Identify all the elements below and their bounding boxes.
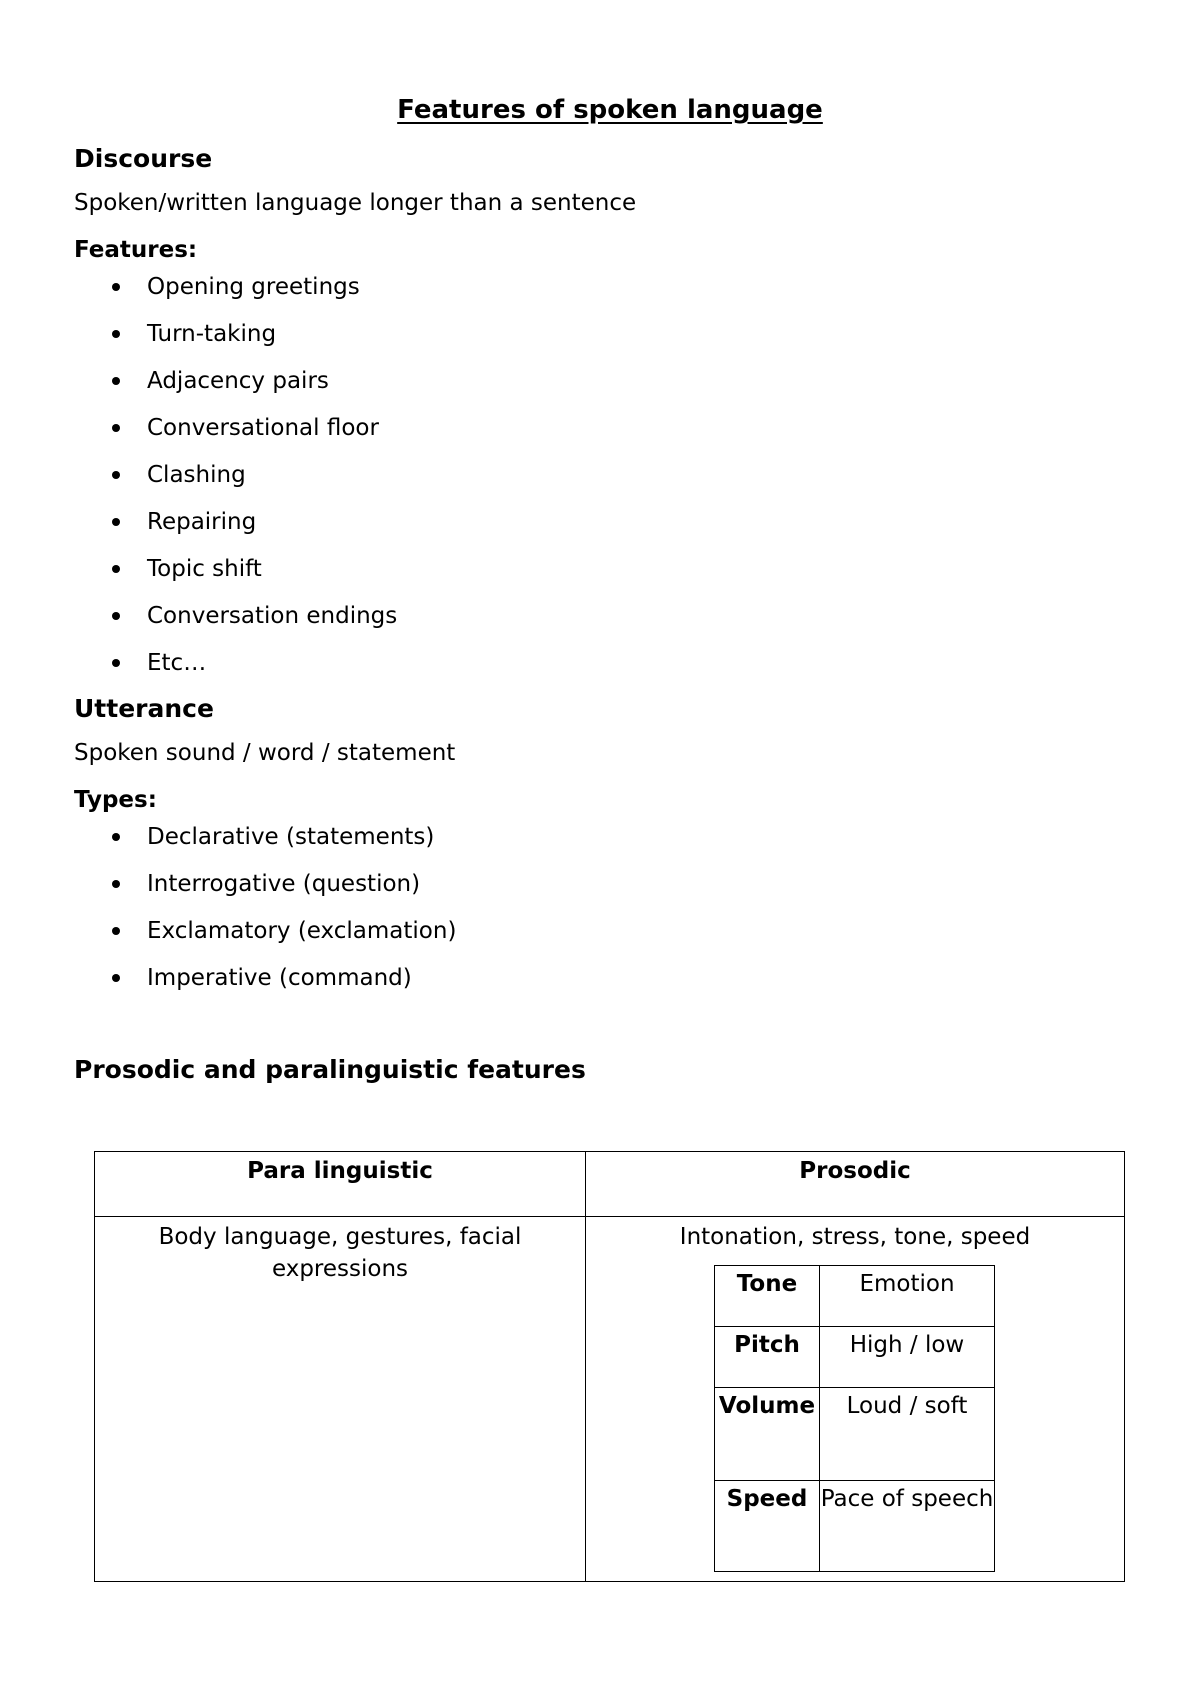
list-item-text: Conversation endings (147, 603, 398, 629)
list-item-text: Etc… (147, 650, 207, 676)
subtable-key: Pitch (715, 1327, 820, 1388)
list-item (74, 319, 397, 366)
prosodic-text: Intonation, stress, tone, speed (679, 1224, 1031, 1250)
list-item-text: Declarative (statements) (147, 824, 435, 850)
list-item-text: Imperative (command) (147, 965, 412, 991)
list-item-text: Opening greetings (147, 274, 360, 300)
table-row (715, 1266, 995, 1327)
list-item (74, 869, 456, 916)
subtable-key: Tone (715, 1266, 820, 1327)
list-item (74, 507, 397, 554)
bullet-icon (112, 880, 120, 888)
discourse-definition: Spoken/written language longer than a sentence (74, 190, 637, 216)
list-item (74, 554, 397, 601)
table-row (95, 1217, 1125, 1582)
list-item (74, 963, 456, 1010)
subtable-key: Volume (715, 1388, 820, 1481)
page-title: Features of spoken language (397, 95, 823, 125)
prosodic-header: Prosodic (586, 1152, 1125, 1217)
subtable-key: Speed (715, 1481, 820, 1572)
para-linguistic-cell (95, 1217, 586, 1582)
para-linguistic-header: Para linguistic (95, 1152, 586, 1217)
subtable-value: High / low (820, 1327, 995, 1388)
bullet-icon (112, 283, 120, 291)
bullet-icon (112, 518, 120, 526)
prosodic-cell (586, 1217, 1125, 1582)
utterance-definition: Spoken sound / word / statement (74, 740, 456, 766)
bullet-icon (112, 612, 120, 620)
table-row (715, 1327, 995, 1388)
features-label: Features: (74, 237, 198, 263)
list-item (74, 460, 397, 507)
utterance-heading: Utterance (74, 694, 214, 723)
list-item (74, 366, 397, 413)
list-item (74, 413, 397, 460)
list-item (74, 648, 397, 695)
para-linguistic-text: Body language, gestures, facial expressions (158, 1224, 522, 1282)
list-item-text: Turn-taking (147, 321, 277, 347)
bullet-icon (112, 974, 120, 982)
subtable-value: Loud / soft (820, 1388, 995, 1481)
list-item (74, 822, 456, 869)
bullet-icon (112, 565, 120, 573)
subtable-value: Emotion (820, 1266, 995, 1327)
bullet-icon (112, 659, 120, 667)
bullet-icon (112, 330, 120, 338)
prosodic-heading: Prosodic and paralinguistic features (74, 1055, 586, 1084)
list-item-text: Topic shift (147, 556, 262, 582)
list-item-text: Conversational floor (147, 415, 379, 441)
bullet-icon (112, 424, 120, 432)
bullet-icon (112, 927, 120, 935)
prosodic-subtable (714, 1265, 995, 1572)
subtable-value: Pace of speech (820, 1481, 995, 1572)
list-item-text: Interrogative (question) (147, 871, 421, 897)
list-item (74, 601, 397, 648)
table-row (715, 1481, 995, 1572)
bullet-icon (112, 471, 120, 479)
list-item-text: Repairing (147, 509, 257, 535)
list-item-text: Adjacency pairs (147, 368, 329, 394)
list-item-text: Clashing (147, 462, 246, 488)
list-item (74, 272, 397, 319)
list-item (74, 916, 456, 963)
features-table (94, 1151, 1125, 1582)
types-label: Types: (74, 787, 157, 813)
bullet-icon (112, 833, 120, 841)
list-item-text: Exclamatory (exclamation) (147, 918, 457, 944)
features-list (74, 272, 397, 695)
bullet-icon (112, 377, 120, 385)
discourse-heading: Discourse (74, 144, 213, 173)
table-header-row (95, 1152, 1125, 1217)
types-list (74, 822, 456, 1010)
table-row (715, 1388, 995, 1481)
